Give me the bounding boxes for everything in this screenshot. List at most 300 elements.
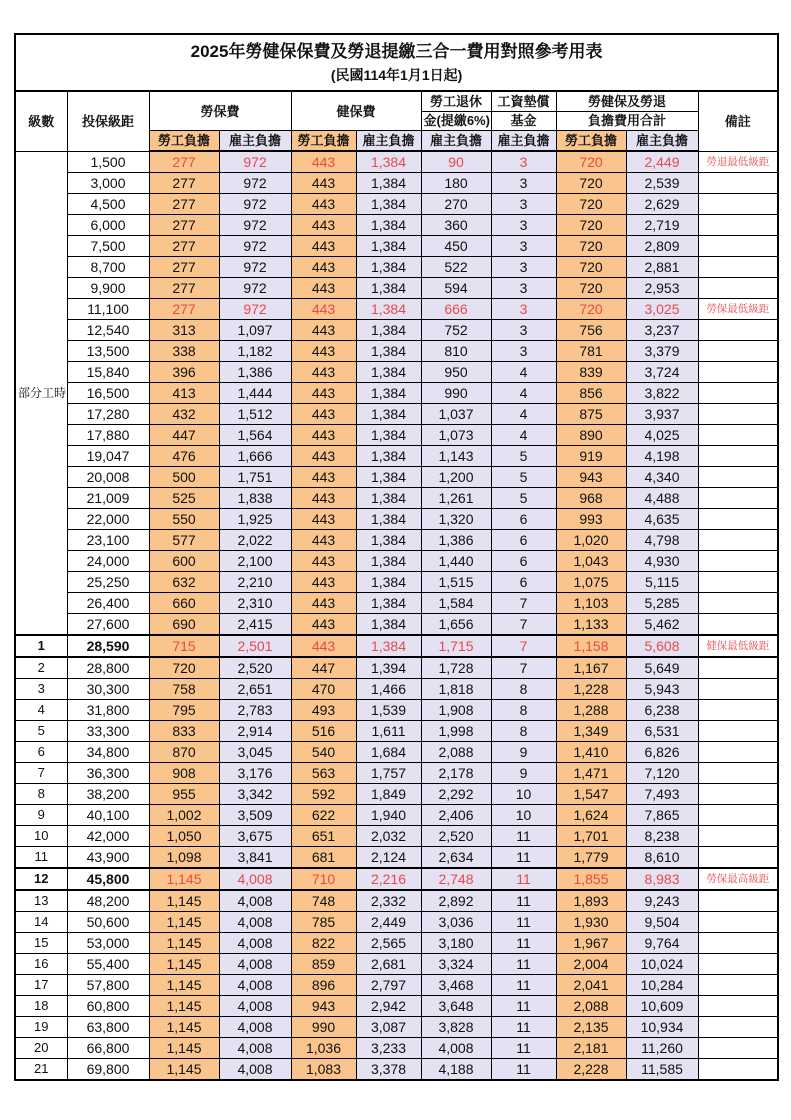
cell-total-employee: 1,288: [556, 700, 626, 721]
table-row: [15, 954, 778, 975]
cell-wage-fund-employer: 8: [491, 721, 556, 742]
cell-total-employee: 2,228: [556, 1059, 626, 1081]
cell-note: [698, 763, 778, 784]
cell-bracket: 55,400: [67, 954, 149, 975]
cell-health-employer: 1,384: [356, 467, 421, 488]
cell-health-employer: 1,384: [356, 509, 421, 530]
cell-pension-employer: 1,715: [421, 635, 491, 657]
cell-total-employee: 1,228: [556, 679, 626, 700]
cell-total-employee: 839: [556, 362, 626, 383]
cell-health-employer: 2,681: [356, 954, 421, 975]
cell-total-employee: 2,004: [556, 954, 626, 975]
cell-total-employee: 919: [556, 446, 626, 467]
cell-bracket: 4,500: [67, 194, 149, 215]
cell-labor-employee: 277: [149, 236, 219, 257]
cell-note: [698, 383, 778, 404]
header-wage-fund-line1: 工資墊償: [491, 91, 556, 112]
cell-total-employer: 9,243: [626, 890, 698, 912]
cell-pension-employer: 2,520: [421, 826, 491, 847]
cell-pension-employer: 4,188: [421, 1059, 491, 1081]
cell-note: [698, 954, 778, 975]
cell-level: 5: [15, 721, 67, 742]
cell-bracket: 43,900: [67, 847, 149, 869]
cell-labor-employer: 972: [219, 215, 291, 236]
header-bracket: 投保級距: [67, 91, 149, 151]
cell-health-employee: 443: [291, 215, 356, 236]
cell-wage-fund-employer: 3: [491, 320, 556, 341]
cell-note: [698, 614, 778, 636]
cell-bracket: 38,200: [67, 784, 149, 805]
cell-total-employer: 7,120: [626, 763, 698, 784]
cell-pension-employer: 1,386: [421, 530, 491, 551]
cell-health-employer: 1,384: [356, 151, 421, 173]
cell-labor-employer: 972: [219, 151, 291, 173]
group-label-part-time: 部分工時: [15, 151, 67, 635]
cell-labor-employee: 525: [149, 488, 219, 509]
cell-note: [698, 404, 778, 425]
cell-pension-employer: 666: [421, 299, 491, 320]
cell-labor-employee: 600: [149, 551, 219, 572]
cell-pension-employer: 3,036: [421, 912, 491, 933]
cell-bracket: 1,500: [67, 151, 149, 173]
cell-level: 14: [15, 912, 67, 933]
cell-health-employee: 443: [291, 593, 356, 614]
table-row: [15, 425, 778, 446]
cell-pension-employer: 2,088: [421, 742, 491, 763]
cell-bracket: 48,200: [67, 890, 149, 912]
cell-labor-employee: 277: [149, 173, 219, 194]
cell-labor-employer: 3,342: [219, 784, 291, 805]
cell-bracket: 25,250: [67, 572, 149, 593]
table-row: [15, 847, 778, 869]
cell-pension-employer: 2,748: [421, 868, 491, 890]
cell-health-employer: 1,384: [356, 236, 421, 257]
title-row: [15, 34, 778, 91]
table-row: [15, 700, 778, 721]
cell-note: [698, 278, 778, 299]
cell-note: [698, 657, 778, 679]
cell-note: [698, 847, 778, 869]
cell-bracket: 63,800: [67, 1017, 149, 1038]
cell-wage-fund-employer: 9: [491, 763, 556, 784]
cell-health-employee: 443: [291, 404, 356, 425]
cell-total-employee: 943: [556, 467, 626, 488]
cell-wage-fund-employer: 11: [491, 933, 556, 954]
cell-pension-employer: 1,200: [421, 467, 491, 488]
cell-pension-employer: 1,728: [421, 657, 491, 679]
cell-total-employee: 1,624: [556, 805, 626, 826]
table-row: [15, 1038, 778, 1059]
cell-total-employer: 7,493: [626, 784, 698, 805]
cell-wage-fund-employer: 10: [491, 784, 556, 805]
table-row: [15, 763, 778, 784]
cell-level: 11: [15, 847, 67, 869]
header-labor-employee-share: 勞工負擔: [149, 131, 219, 152]
table-row: [15, 912, 778, 933]
cell-total-employer: 5,608: [626, 635, 698, 657]
cell-pension-employer: 1,320: [421, 509, 491, 530]
cell-total-employee: 1,893: [556, 890, 626, 912]
cell-wage-fund-employer: 11: [491, 975, 556, 996]
cell-wage-fund-employer: 11: [491, 1059, 556, 1081]
cell-pension-employer: 990: [421, 383, 491, 404]
cell-health-employer: 1,684: [356, 742, 421, 763]
cell-note: [698, 742, 778, 763]
table-row: [15, 826, 778, 847]
cell-note: 勞保最低級距: [698, 299, 778, 320]
cell-wage-fund-employer: 5: [491, 467, 556, 488]
cell-total-employer: 4,930: [626, 551, 698, 572]
cell-note: [698, 721, 778, 742]
cell-health-employee: 443: [291, 257, 356, 278]
cell-total-employer: 6,826: [626, 742, 698, 763]
cell-total-employer: 3,237: [626, 320, 698, 341]
cell-labor-employee: 277: [149, 194, 219, 215]
cell-note: [698, 467, 778, 488]
table-row: [15, 509, 778, 530]
table-row: [15, 933, 778, 954]
cell-total-employer: 3,822: [626, 383, 698, 404]
cell-wage-fund-employer: 11: [491, 996, 556, 1017]
cell-labor-employer: 1,751: [219, 467, 291, 488]
cell-health-employee: 822: [291, 933, 356, 954]
cell-total-employer: 2,629: [626, 194, 698, 215]
cell-health-employee: 447: [291, 657, 356, 679]
cell-pension-employer: 1,818: [421, 679, 491, 700]
header-wage-fund-line2: 基金: [491, 112, 556, 131]
cell-total-employee: 875: [556, 404, 626, 425]
cell-note: [698, 509, 778, 530]
cell-health-employer: 2,565: [356, 933, 421, 954]
cell-wage-fund-employer: 3: [491, 299, 556, 320]
cell-total-employer: 10,934: [626, 1017, 698, 1038]
cell-labor-employee: 1,002: [149, 805, 219, 826]
cell-bracket: 33,300: [67, 721, 149, 742]
header-row-1: [15, 91, 778, 112]
table-body: [15, 151, 778, 1080]
cell-wage-fund-employer: 4: [491, 404, 556, 425]
cell-labor-employer: 1,097: [219, 320, 291, 341]
cell-bracket: 11,100: [67, 299, 149, 320]
cell-note: [698, 572, 778, 593]
cell-bracket: 40,100: [67, 805, 149, 826]
cell-labor-employer: 1,444: [219, 383, 291, 404]
cell-pension-employer: 180: [421, 173, 491, 194]
cell-labor-employer: 1,182: [219, 341, 291, 362]
cell-pension-employer: 1,261: [421, 488, 491, 509]
cell-health-employee: 443: [291, 194, 356, 215]
cell-total-employer: 3,724: [626, 362, 698, 383]
cell-wage-fund-employer: 9: [491, 742, 556, 763]
cell-labor-employee: 277: [149, 151, 219, 173]
cell-pension-employer: 90: [421, 151, 491, 173]
cell-note: [698, 933, 778, 954]
cell-total-employer: 2,953: [626, 278, 698, 299]
cell-level: 7: [15, 763, 67, 784]
cell-labor-employer: 972: [219, 173, 291, 194]
cell-total-employer: 3,379: [626, 341, 698, 362]
cell-labor-employee: 1,098: [149, 847, 219, 869]
cell-health-employee: 1,036: [291, 1038, 356, 1059]
cell-pension-employer: 522: [421, 257, 491, 278]
table-row: [15, 341, 778, 362]
cell-health-employee: 710: [291, 868, 356, 890]
cell-labor-employer: 972: [219, 236, 291, 257]
cell-total-employee: 1,133: [556, 614, 626, 636]
cell-labor-employee: 795: [149, 700, 219, 721]
cell-labor-employee: 447: [149, 425, 219, 446]
cell-health-employee: 443: [291, 341, 356, 362]
cell-labor-employee: 1,145: [149, 954, 219, 975]
cell-note: [698, 784, 778, 805]
cell-health-employee: 443: [291, 236, 356, 257]
cell-health-employee: 443: [291, 446, 356, 467]
cell-total-employer: 9,504: [626, 912, 698, 933]
cell-labor-employee: 1,145: [149, 1038, 219, 1059]
cell-pension-employer: 1,143: [421, 446, 491, 467]
cell-pension-employer: 270: [421, 194, 491, 215]
cell-labor-employee: 1,145: [149, 890, 219, 912]
cell-labor-employer: 2,100: [219, 551, 291, 572]
cell-level: 16: [15, 954, 67, 975]
cell-total-employer: 2,719: [626, 215, 698, 236]
cell-total-employee: 781: [556, 341, 626, 362]
premium-table: [14, 33, 779, 1081]
cell-total-employer: 5,285: [626, 593, 698, 614]
cell-total-employer: 4,340: [626, 467, 698, 488]
cell-total-employer: 4,198: [626, 446, 698, 467]
header-pension-line2: 金(提繳6%): [421, 112, 491, 131]
cell-note: 勞退最低級距: [698, 151, 778, 173]
cell-total-employer: 5,115: [626, 572, 698, 593]
cell-note: [698, 890, 778, 912]
cell-level: 2: [15, 657, 67, 679]
cell-note: [698, 679, 778, 700]
cell-total-employee: 890: [556, 425, 626, 446]
header-wage-fund-employer-share: 雇主負擔: [491, 131, 556, 152]
cell-level: 1: [15, 635, 67, 657]
cell-health-employer: 2,942: [356, 996, 421, 1017]
cell-level: 20: [15, 1038, 67, 1059]
cell-note: [698, 173, 778, 194]
cell-pension-employer: 752: [421, 320, 491, 341]
cell-total-employee: 993: [556, 509, 626, 530]
cell-wage-fund-employer: 10: [491, 805, 556, 826]
cell-labor-employer: 4,008: [219, 954, 291, 975]
cell-labor-employer: 972: [219, 299, 291, 320]
cell-labor-employee: 955: [149, 784, 219, 805]
page-title: 2025年勞健保保費及勞退提繳三合一費用對照參考用表: [190, 42, 603, 61]
cell-bracket: 8,700: [67, 257, 149, 278]
cell-total-employee: 720: [556, 215, 626, 236]
cell-health-employee: 516: [291, 721, 356, 742]
cell-bracket: 3,000: [67, 173, 149, 194]
cell-bracket: 27,600: [67, 614, 149, 636]
cell-level: 6: [15, 742, 67, 763]
cell-pension-employer: 2,178: [421, 763, 491, 784]
cell-health-employee: 681: [291, 847, 356, 869]
cell-labor-employer: 2,651: [219, 679, 291, 700]
cell-wage-fund-employer: 3: [491, 151, 556, 173]
cell-wage-fund-employer: 3: [491, 215, 556, 236]
cell-bracket: 15,840: [67, 362, 149, 383]
cell-health-employer: 3,378: [356, 1059, 421, 1081]
cell-level: 10: [15, 826, 67, 847]
cell-level: 21: [15, 1059, 67, 1081]
cell-total-employee: 720: [556, 299, 626, 320]
cell-bracket: 50,600: [67, 912, 149, 933]
cell-health-employer: 1,466: [356, 679, 421, 700]
cell-bracket: 22,000: [67, 509, 149, 530]
cell-total-employer: 10,284: [626, 975, 698, 996]
cell-health-employee: 563: [291, 763, 356, 784]
cell-labor-employer: 3,045: [219, 742, 291, 763]
cell-labor-employee: 833: [149, 721, 219, 742]
cell-labor-employer: 972: [219, 278, 291, 299]
cell-total-employer: 2,881: [626, 257, 698, 278]
cell-note: [698, 1017, 778, 1038]
cell-wage-fund-employer: 3: [491, 236, 556, 257]
cell-labor-employee: 338: [149, 341, 219, 362]
table-row: [15, 320, 778, 341]
cell-total-employee: 720: [556, 173, 626, 194]
cell-labor-employee: 1,145: [149, 996, 219, 1017]
cell-total-employee: 2,041: [556, 975, 626, 996]
cell-labor-employee: 500: [149, 467, 219, 488]
cell-health-employee: 540: [291, 742, 356, 763]
cell-labor-employee: 715: [149, 635, 219, 657]
cell-note: [698, 341, 778, 362]
cell-total-employee: 1,855: [556, 868, 626, 890]
cell-labor-employer: 4,008: [219, 1017, 291, 1038]
cell-labor-employer: 3,176: [219, 763, 291, 784]
cell-labor-employer: 2,022: [219, 530, 291, 551]
cell-total-employee: 1,779: [556, 847, 626, 869]
cell-level: 3: [15, 679, 67, 700]
cell-wage-fund-employer: 7: [491, 593, 556, 614]
cell-note: [698, 236, 778, 257]
table-row: [15, 404, 778, 425]
cell-note: [698, 320, 778, 341]
cell-bracket: 57,800: [67, 975, 149, 996]
cell-pension-employer: 1,584: [421, 593, 491, 614]
table-row: [15, 635, 778, 657]
cell-total-employer: 8,610: [626, 847, 698, 869]
cell-level: 15: [15, 933, 67, 954]
cell-health-employee: 443: [291, 635, 356, 657]
cell-labor-employer: 2,310: [219, 593, 291, 614]
cell-bracket: 42,000: [67, 826, 149, 847]
cell-bracket: 28,800: [67, 657, 149, 679]
cell-health-employer: 2,332: [356, 890, 421, 912]
cell-wage-fund-employer: 5: [491, 488, 556, 509]
cell-health-employer: 1,539: [356, 700, 421, 721]
cell-health-employer: 1,384: [356, 614, 421, 636]
cell-total-employee: 720: [556, 151, 626, 173]
table-row: [15, 572, 778, 593]
cell-labor-employer: 4,008: [219, 912, 291, 933]
cell-note: [698, 805, 778, 826]
cell-labor-employer: 4,008: [219, 1038, 291, 1059]
cell-labor-employee: 1,145: [149, 912, 219, 933]
table-row: [15, 362, 778, 383]
table-row: [15, 383, 778, 404]
table-row: [15, 236, 778, 257]
cell-wage-fund-employer: 11: [491, 868, 556, 890]
cell-health-employee: 651: [291, 826, 356, 847]
cell-health-employee: 443: [291, 173, 356, 194]
cell-labor-employer: 3,509: [219, 805, 291, 826]
table-row: [15, 257, 778, 278]
cell-labor-employer: 1,666: [219, 446, 291, 467]
cell-note: [698, 530, 778, 551]
cell-note: [698, 700, 778, 721]
cell-health-employee: 785: [291, 912, 356, 933]
cell-labor-employee: 1,145: [149, 1017, 219, 1038]
header-health-insurance: 健保費: [291, 91, 421, 131]
cell-health-employer: 1,384: [356, 215, 421, 236]
cell-bracket: 53,000: [67, 933, 149, 954]
cell-wage-fund-employer: 5: [491, 446, 556, 467]
cell-health-employee: 443: [291, 151, 356, 173]
cell-pension-employer: 1,515: [421, 572, 491, 593]
cell-note: [698, 488, 778, 509]
cell-pension-employer: 2,634: [421, 847, 491, 869]
cell-wage-fund-employer: 8: [491, 679, 556, 700]
cell-labor-employer: 4,008: [219, 996, 291, 1017]
cell-total-employer: 6,531: [626, 721, 698, 742]
cell-health-employee: 622: [291, 805, 356, 826]
header-level: 級數: [15, 91, 67, 151]
cell-labor-employer: 1,386: [219, 362, 291, 383]
table-row: [15, 1017, 778, 1038]
table-row: [15, 657, 778, 679]
cell-pension-employer: 950: [421, 362, 491, 383]
cell-bracket: 19,047: [67, 446, 149, 467]
header-total-employee-share: 勞工負擔: [556, 131, 626, 152]
table-row: [15, 194, 778, 215]
cell-total-employer: 6,238: [626, 700, 698, 721]
cell-bracket: 60,800: [67, 996, 149, 1017]
cell-labor-employee: 432: [149, 404, 219, 425]
cell-labor-employer: 4,008: [219, 868, 291, 890]
cell-health-employer: 1,384: [356, 635, 421, 657]
cell-total-employee: 756: [556, 320, 626, 341]
cell-pension-employer: 810: [421, 341, 491, 362]
cell-health-employer: 1,611: [356, 721, 421, 742]
cell-pension-employer: 2,292: [421, 784, 491, 805]
cell-total-employer: 10,024: [626, 954, 698, 975]
cell-total-employer: 4,488: [626, 488, 698, 509]
cell-labor-employee: 870: [149, 742, 219, 763]
cell-total-employer: 7,865: [626, 805, 698, 826]
cell-wage-fund-employer: 11: [491, 912, 556, 933]
cell-health-employer: 1,384: [356, 383, 421, 404]
cell-labor-employee: 720: [149, 657, 219, 679]
header-total-employer-share: 雇主負擔: [626, 131, 698, 152]
cell-note: [698, 257, 778, 278]
cell-wage-fund-employer: 8: [491, 700, 556, 721]
cell-note: [698, 551, 778, 572]
cell-total-employer: 3,025: [626, 299, 698, 320]
cell-pension-employer: 1,440: [421, 551, 491, 572]
cell-bracket: 45,800: [67, 868, 149, 890]
cell-level: 19: [15, 1017, 67, 1038]
cell-total-employee: 1,410: [556, 742, 626, 763]
cell-labor-employer: 972: [219, 257, 291, 278]
cell-labor-employee: 1,145: [149, 868, 219, 890]
header-note: 備註: [698, 91, 778, 151]
